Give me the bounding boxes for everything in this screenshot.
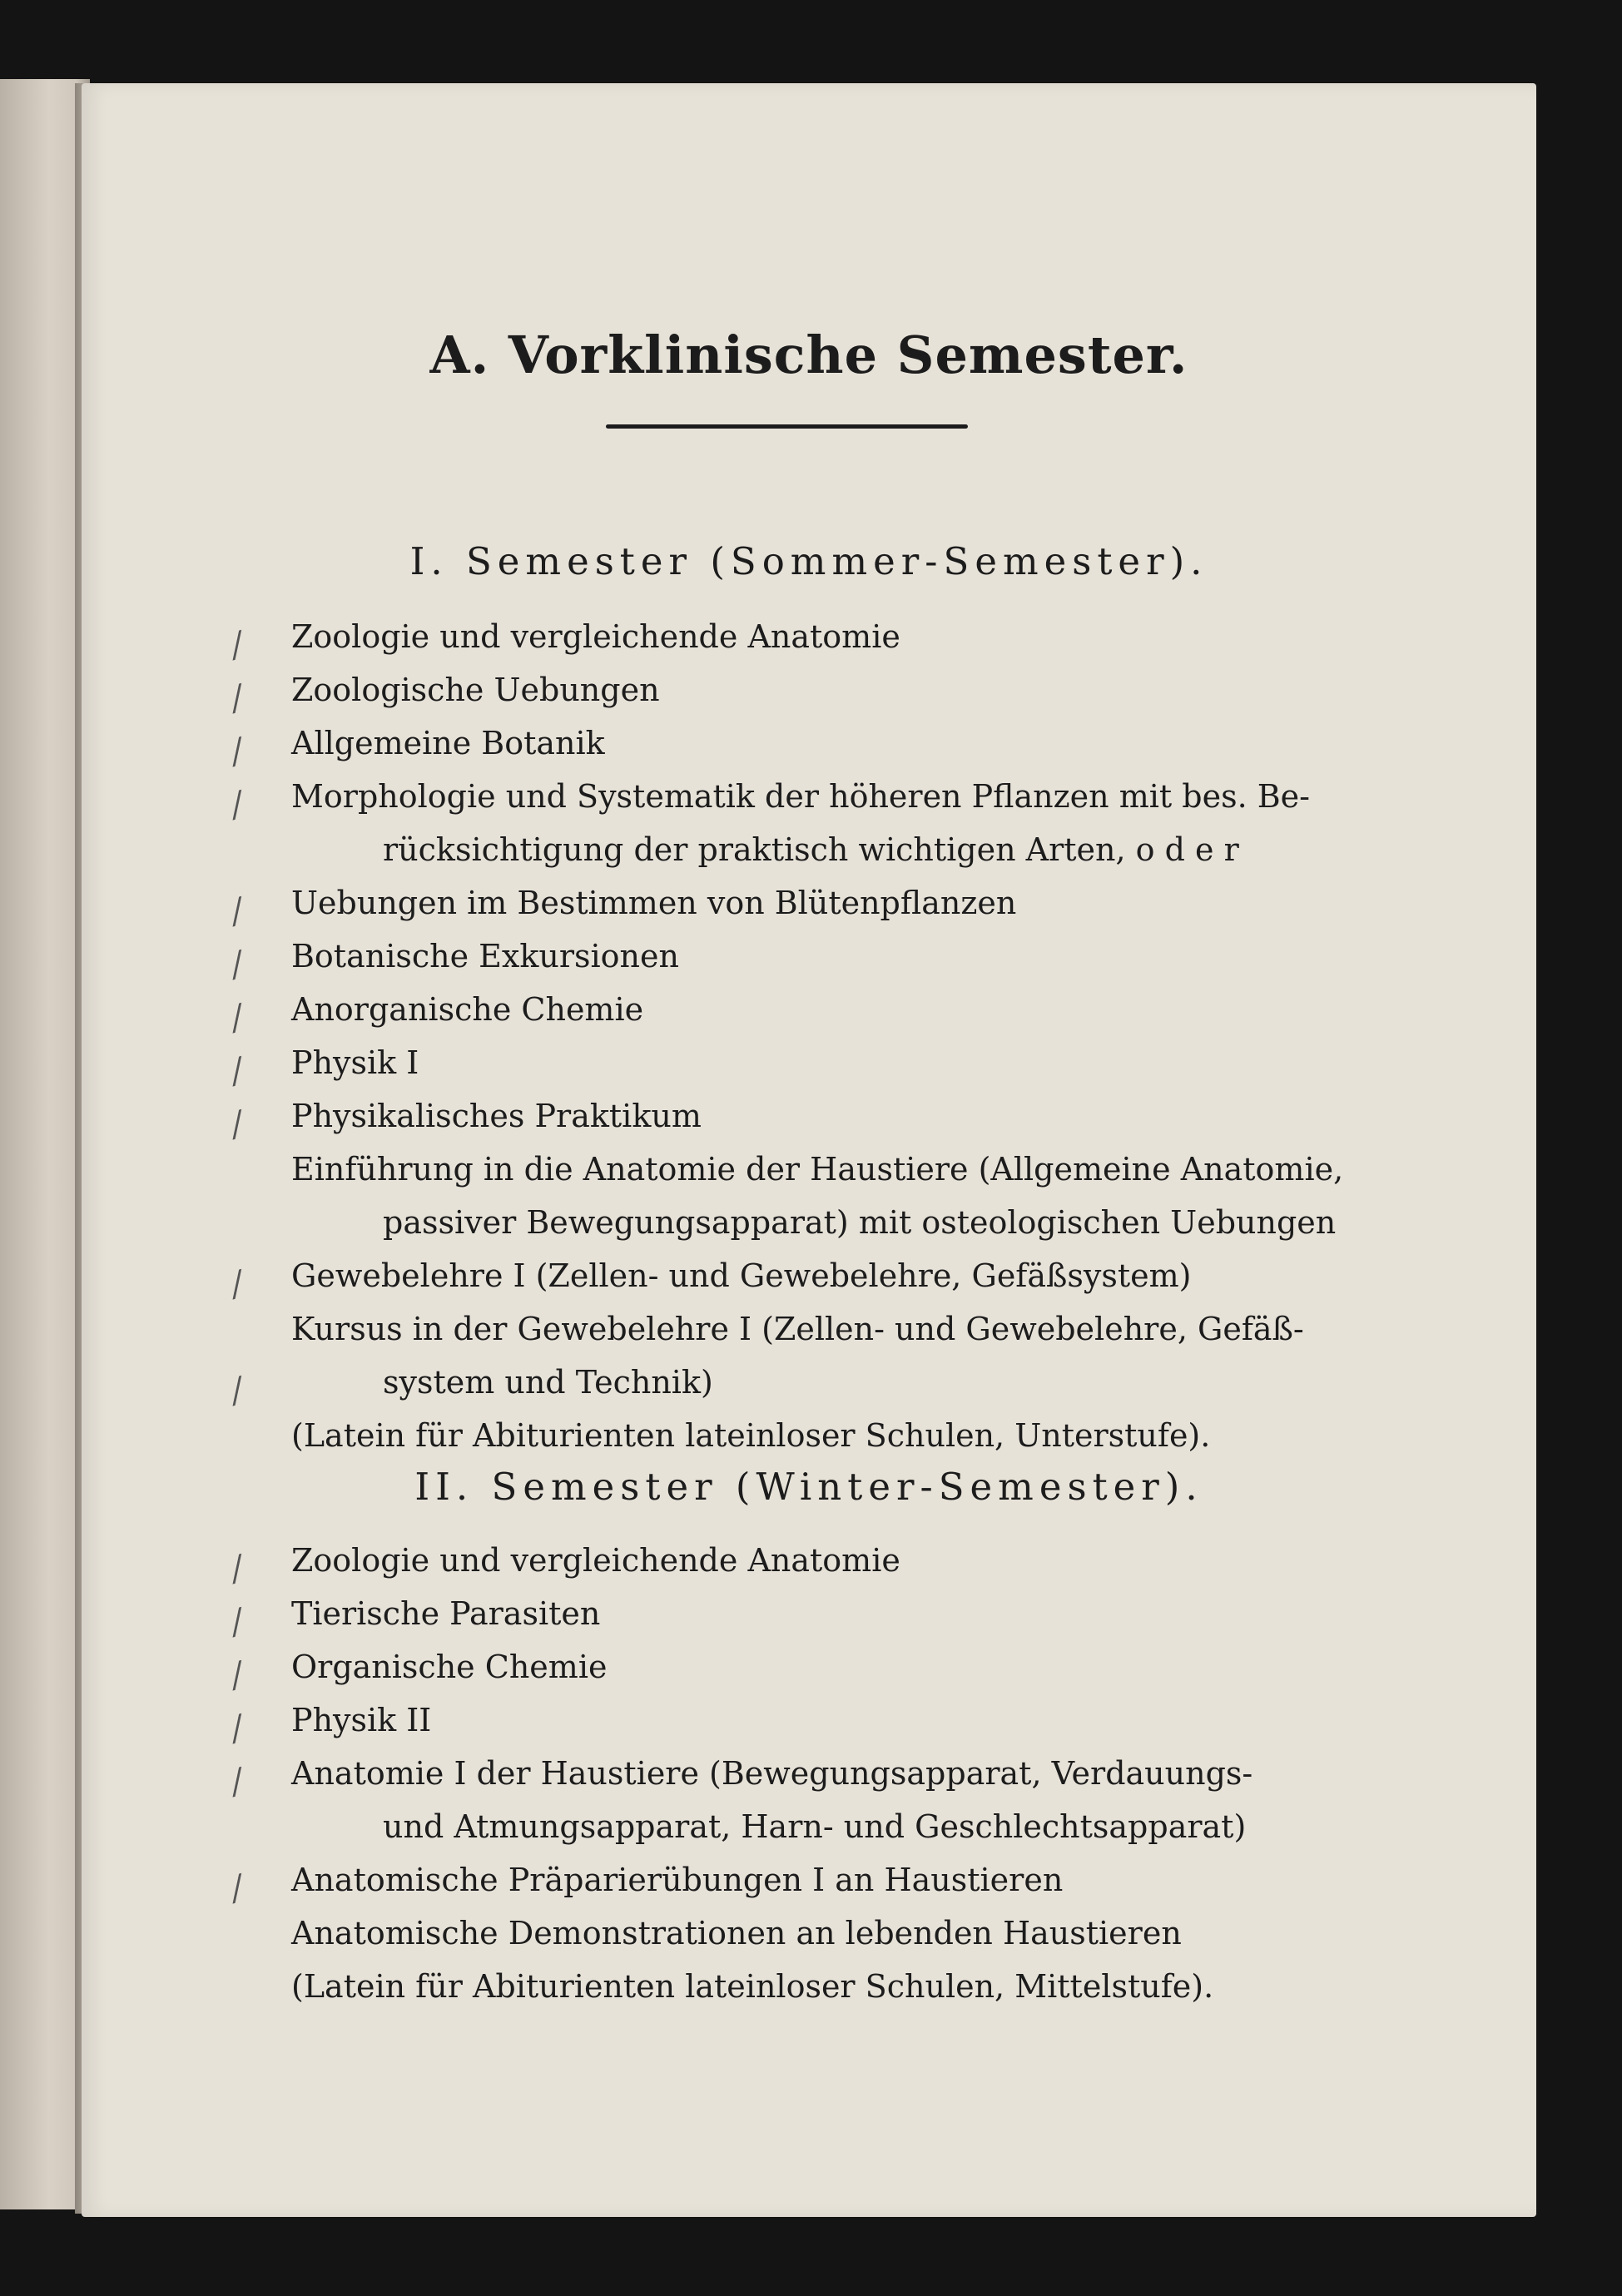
check-mark-icon: / bbox=[226, 1104, 248, 1144]
semester-2-heading: II. Semester (Winter-Semester). bbox=[414, 1465, 1203, 1509]
check-mark-icon: / bbox=[226, 1371, 248, 1411]
check-mark-icon: / bbox=[226, 1264, 248, 1304]
course-item-continuation: / system und Technik) bbox=[291, 1356, 1343, 1409]
course-item-continuation: rücksichtigung der praktisch wichtigen Arten, o d e r bbox=[383, 831, 1239, 868]
course-item: / Physik I bbox=[291, 1036, 1343, 1089]
check-mark-icon: / bbox=[226, 678, 248, 718]
check-mark-icon: / bbox=[226, 1708, 248, 1748]
course-item: / Allgemeine Botanik bbox=[291, 717, 1343, 770]
check-mark-icon: / bbox=[226, 891, 248, 931]
course-item: / Gewebelehre I (Zellen- und Gewebelehre, Gefäßsystem) bbox=[291, 1249, 1343, 1302]
check-mark-icon: / bbox=[226, 1549, 248, 1589]
course-item-continuation: und Atmungsapparat, Harn- und Geschlechtsapparat) bbox=[383, 1808, 1247, 1845]
course-item: / Physikalisches Praktikum bbox=[291, 1089, 1343, 1143]
course-item: / Uebungen im Bestimmen von Blütenpflanzen bbox=[291, 876, 1343, 930]
check-mark-icon: / bbox=[226, 1762, 248, 1802]
course-item: / Morphologie und Systematik der höheren Pflanzen mit bes. Be- bbox=[291, 770, 1343, 823]
course-item: / Anorganische Chemie bbox=[291, 983, 1343, 1036]
course-item: / Botanische Exkursionen bbox=[291, 930, 1343, 983]
course-item: / Organische Chemie bbox=[291, 1640, 1252, 1693]
check-mark-icon: / bbox=[226, 1051, 248, 1091]
course-item: / Anatomische Präparierübungen I an Haustieren bbox=[291, 1853, 1252, 1907]
check-mark-icon: / bbox=[226, 1868, 248, 1908]
check-mark-icon: / bbox=[226, 1655, 248, 1695]
check-mark-icon: / bbox=[226, 998, 248, 1038]
course-item: / Zoologie und vergleichende Anatomie bbox=[291, 1534, 1252, 1587]
course-item: Anatomische Demonstrationen an lebenden Haustieren bbox=[291, 1915, 1182, 1951]
course-item: / Anatomie I der Haustiere (Bewegungsapparat, Verdauungs- bbox=[291, 1747, 1252, 1800]
course-item: Einführung in die Anatomie der Haustiere (Allgemeine Anatomie, bbox=[291, 1151, 1344, 1188]
check-mark-icon: / bbox=[226, 945, 248, 984]
course-item: / Zoologische Uebungen bbox=[291, 663, 1343, 717]
course-item: Kursus in der Gewebelehre I (Zellen- und Gewebelehre, Gefäß- bbox=[291, 1311, 1304, 1347]
semester-1-heading: I. Semester (Sommer-Semester). bbox=[409, 539, 1208, 583]
course-item: / Zoologie und vergleichende Anatomie bbox=[291, 610, 1343, 663]
page-heading: A. Vorklinische Semester. bbox=[429, 325, 1188, 385]
course-item: (Latein für Abiturienten lateinloser Schulen, Unterstufe). bbox=[291, 1417, 1211, 1454]
check-mark-icon: / bbox=[226, 625, 248, 665]
check-mark-icon: / bbox=[226, 731, 248, 771]
course-item-continuation: passiver Bewegungsapparat) mit osteologischen Uebungen bbox=[383, 1204, 1337, 1241]
course-item: / Physik II bbox=[291, 1693, 1252, 1747]
check-mark-icon: / bbox=[226, 1602, 248, 1642]
course-item: / Tierische Parasiten bbox=[291, 1587, 1252, 1640]
course-item: (Latein für Abiturienten lateinloser Schulen, Mittelstufe). bbox=[291, 1968, 1214, 2005]
semester-2-course-list bbox=[226, 1534, 1253, 2013]
check-mark-icon: / bbox=[226, 785, 248, 825]
semester-1-course-list bbox=[226, 610, 1344, 1462]
page bbox=[82, 83, 1536, 2217]
heading-rule bbox=[606, 424, 968, 429]
